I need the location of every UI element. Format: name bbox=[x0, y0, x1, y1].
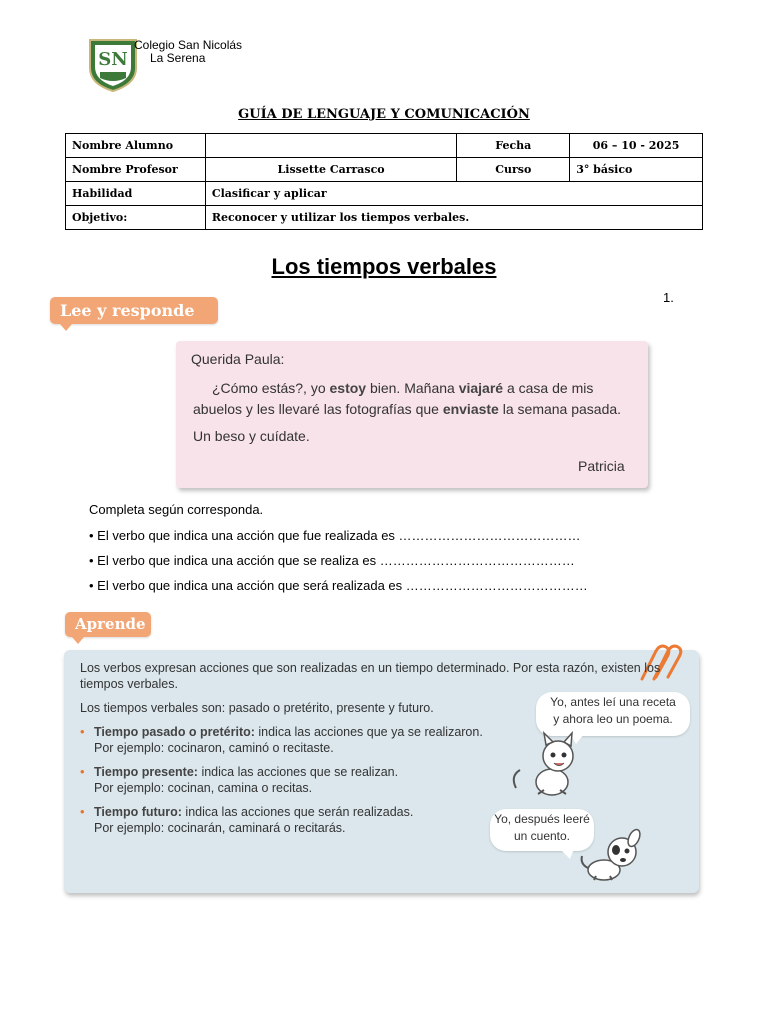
orange-bullet: • bbox=[80, 764, 85, 779]
date-label: Fecha bbox=[457, 134, 570, 158]
past-tense-example: Por ejemplo: cocinaron, caminó o recitaste. bbox=[94, 741, 334, 755]
letter-closing: Un beso y cuídate. bbox=[193, 428, 310, 444]
letter-text: bien. Mañana bbox=[366, 380, 459, 396]
orange-bullet: • bbox=[80, 724, 85, 739]
present-tense-term: Tiempo presente: bbox=[94, 765, 198, 779]
learn-intro: Los verbos expresan acciones que son realizadas en un tiempo determinado. Por esta razón, existen los tiempos verbales. bbox=[80, 661, 661, 691]
course-label: Curso bbox=[457, 158, 570, 182]
dog-illustration-icon bbox=[576, 824, 652, 886]
learn-section-label: Aprende bbox=[65, 612, 151, 637]
objective-value: Reconocer y utilizar los tiempos verbales. bbox=[205, 206, 702, 230]
letter-text: ¿Cómo estás?, yo bbox=[212, 380, 330, 396]
definition-text: indica las acciones que se realizan. bbox=[197, 765, 399, 779]
read-section-label: Lee y responde bbox=[50, 297, 218, 324]
verb-past: enviaste bbox=[442, 401, 499, 417]
verb-future: viajaré bbox=[458, 380, 504, 396]
learn-label-tail bbox=[72, 637, 84, 644]
skill-value: Clasificar y aplicar bbox=[205, 182, 702, 206]
definition-text: indica las acciones que ya se realizaron. bbox=[254, 725, 483, 739]
letter-body bbox=[193, 378, 631, 420]
dog-bubble-tail bbox=[560, 849, 574, 859]
student-label: Nombre Alumno bbox=[66, 134, 206, 158]
school-name: Colegio San Nicolás bbox=[134, 38, 243, 52]
past-verb-question[interactable]: • El verbo que indica una acción que fue realizada es …………………………………… bbox=[89, 528, 581, 543]
teacher-label: Nombre Profesor bbox=[66, 158, 206, 182]
student-info-table bbox=[65, 133, 703, 230]
learn-list-title: Los tiempos verbales son: pasado o pretérito, presente y futuro. bbox=[80, 701, 434, 715]
future-tense-example: Por ejemplo: cocinarán, caminará o recitarás. bbox=[94, 821, 346, 835]
future-tense-definition bbox=[94, 804, 413, 820]
cat-speech-line: Yo, antes leí una receta bbox=[550, 695, 676, 709]
letter-text: a casa de mis abuelos y les llevaré las fotografías que bbox=[193, 380, 594, 417]
letter-greeting: Querida Paula: bbox=[191, 351, 285, 367]
present-verb-question[interactable]: • El verbo que indica una acción que se realiza es ……………………………………… bbox=[89, 553, 575, 568]
school-city: La Serena bbox=[150, 51, 206, 65]
present-tense-definition bbox=[94, 764, 398, 780]
read-label-tail bbox=[60, 324, 72, 331]
guide-title: GUÍA DE LENGUAJE Y COMUNICACIÓN bbox=[238, 107, 530, 122]
date-value: 06 – 10 - 2025 bbox=[570, 134, 703, 158]
objective-label: Objetivo: bbox=[66, 206, 206, 230]
letter-signature: Patricia bbox=[578, 458, 625, 474]
page-title: Los tiempos verbales bbox=[271, 254, 497, 279]
complete-instructions: Completa según corresponda. bbox=[89, 502, 264, 517]
item-number: 1. bbox=[663, 290, 674, 305]
cat-illustration-icon bbox=[508, 730, 590, 800]
present-tense-example: Por ejemplo: cocinan, camina o recitas. bbox=[94, 781, 313, 795]
cat-speech-line: y ahora leo un poema. bbox=[553, 712, 673, 726]
orange-bullet: • bbox=[80, 804, 85, 819]
definition-text: indica las acciones que serán realizadas. bbox=[181, 805, 414, 819]
skill-label: Habilidad bbox=[66, 182, 206, 206]
past-tense-term: Tiempo pasado o pretérito: bbox=[94, 725, 255, 739]
school-logo-icon bbox=[88, 38, 138, 92]
future-verb-question[interactable]: • El verbo que indica una acción que será realizada es …………………………………… bbox=[89, 578, 588, 593]
letter-text: la semana pasada. bbox=[498, 401, 622, 417]
logo-letters: SN bbox=[98, 49, 128, 70]
teacher-value: Lissette Carrasco bbox=[205, 158, 457, 182]
verb-present: estoy bbox=[329, 380, 367, 396]
future-tense-term: Tiempo futuro: bbox=[94, 805, 182, 819]
dog-speech-line: un cuento. bbox=[513, 829, 571, 843]
course-value: 3° básico bbox=[570, 158, 703, 182]
student-value[interactable] bbox=[205, 134, 457, 158]
dog-speech-line: Yo, después leeré bbox=[494, 812, 590, 826]
past-tense-definition bbox=[94, 724, 483, 740]
